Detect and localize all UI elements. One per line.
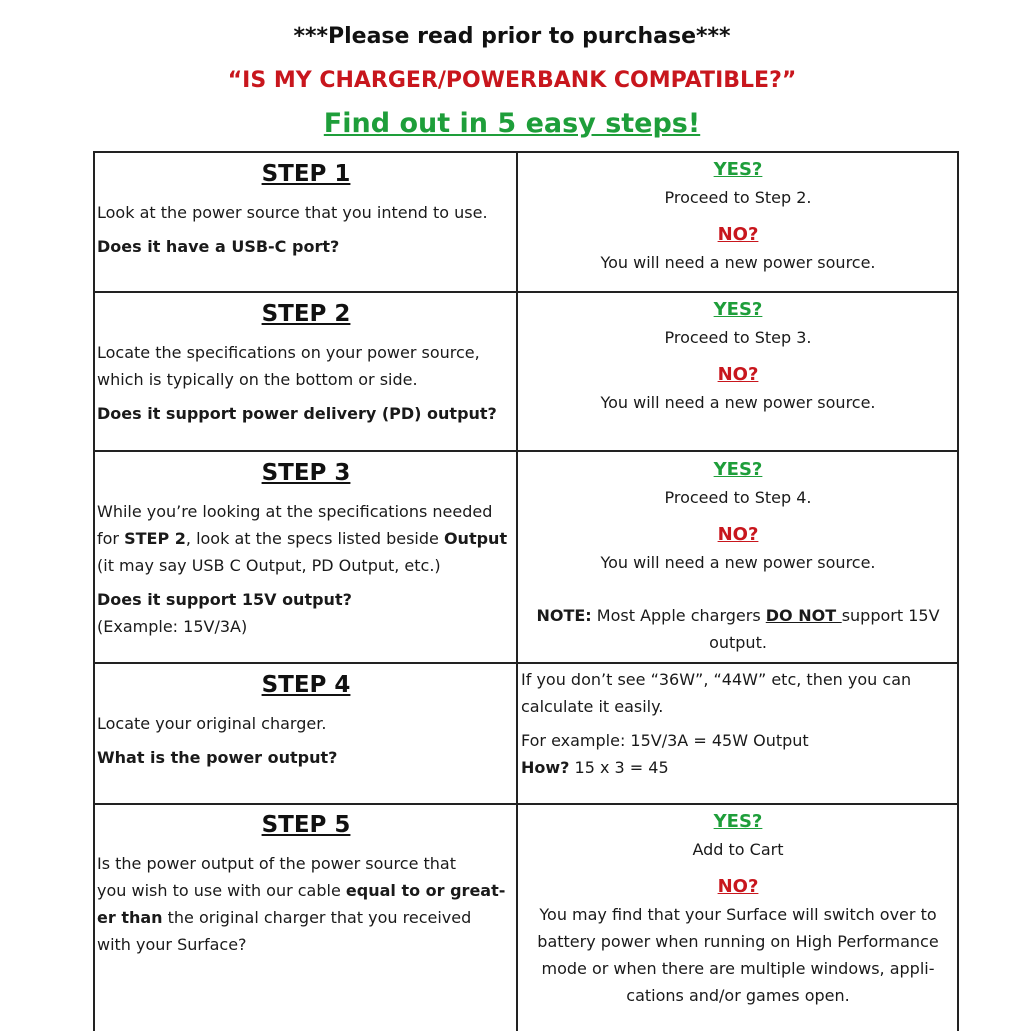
step-3-no-text: You will need a new power source. [600, 553, 876, 572]
row-divider [93, 450, 959, 452]
step-3-text-line3: (it may say USB C Output, PD Output, etc.) [97, 556, 441, 575]
step-1-yes-text: Proceed to Step 2. [664, 188, 812, 207]
step-4-title: STEP 4 [261, 672, 351, 698]
step-5-text-line3 [97, 904, 515, 931]
step-4-how-label: How? [521, 758, 570, 777]
step-3-note-c: support 15V [841, 606, 940, 625]
step-1-yes-label: YES? [713, 159, 763, 180]
step-3-output-ref: Output [443, 529, 508, 548]
step-4-question: What is the power output? [97, 748, 338, 767]
step-3-note [519, 602, 957, 629]
step-2-text-line2: which is typically on the bottom or side. [97, 370, 418, 389]
step-1-left [97, 159, 515, 260]
step-1-right [519, 156, 957, 276]
step-1-no-label: NO? [717, 224, 759, 245]
step-3-question: Does it support 15V output? [97, 590, 352, 609]
step-3-text-line1: While you’re looking at the specifications needed [97, 502, 493, 521]
step-3-note-label: NOTE: [536, 606, 592, 625]
step-4-how-text: 15 x 3 = 45 [569, 758, 669, 777]
steps-subtitle: Find out in 5 easy steps! [323, 108, 701, 139]
step-2-question: Does it support power delivery (PD) output? [97, 404, 497, 423]
step-2-no-label: NO? [717, 364, 759, 385]
step-3-example: (Example: 15V/3A) [97, 617, 248, 636]
step-5-text-line2 [97, 877, 515, 904]
step-3-yes-text: Proceed to Step 4. [664, 488, 812, 507]
purchase-notice: ***Please read prior to purchase*** [293, 24, 731, 49]
table-border-right [957, 151, 959, 1031]
step-5-text-line4: with your Surface? [97, 935, 247, 954]
step-3-left [97, 458, 515, 640]
step-4-left [97, 670, 515, 771]
step-2-left [97, 299, 515, 427]
step-5-title: STEP 5 [261, 812, 351, 838]
step-3-note-d: output. [709, 633, 767, 652]
step-5-right [519, 808, 957, 1009]
step-3-no-label: NO? [717, 524, 759, 545]
step-2-yes-text: Proceed to Step 3. [664, 328, 812, 347]
row-divider [93, 291, 959, 293]
step-2-no-text: You will need a new power source. [600, 393, 876, 412]
step-3-note-b: DO NOT [765, 606, 842, 625]
step-5-no-line2: battery power when running on High Performance [537, 932, 939, 951]
table-border-left [93, 151, 95, 1031]
step-3-yes-label: YES? [713, 459, 763, 480]
row-divider [93, 803, 959, 805]
step-3-note-a: Most Apple chargers [591, 606, 766, 625]
step-5-yes-text: Add to Cart [692, 840, 784, 859]
step-3-text-line2 [97, 525, 515, 552]
step-1-question: Does it have a USB-C port? [97, 237, 340, 256]
step-4-how [521, 754, 957, 781]
step-5-no-label: NO? [717, 876, 759, 897]
column-divider [516, 151, 518, 1031]
steps-table [93, 151, 959, 1031]
step-5-text-line2-a: you wish to use with our cable [97, 881, 346, 900]
step-3-step2-ref: STEP 2 [124, 529, 186, 548]
step-1-text: Look at the power source that you intend to use. [97, 203, 488, 222]
step-5-yes-label: YES? [713, 811, 763, 832]
step-4-right-line1: If you don’t see “36W”, “44W” etc, then you can [521, 670, 912, 689]
step-5-no-line1: You may find that your Surface will switch over to [539, 905, 937, 924]
compatibility-question: “IS MY CHARGER/POWERBANK COMPATIBLE?” [227, 68, 797, 93]
step-2-title: STEP 2 [261, 301, 351, 327]
step-2-right [519, 296, 957, 416]
step-4-right-line2: calculate it easily. [521, 697, 664, 716]
step-5-text-line3-b: the original charger that you received [162, 908, 472, 927]
step-4-right [519, 666, 957, 781]
step-1-no-text: You will need a new power source. [600, 253, 876, 272]
step-5-text-line3-a: er than [97, 908, 163, 927]
step-5-text-line1: Is the power output of the power source that [97, 854, 456, 873]
step-3-text-line2-c: , look at the specs listed beside [185, 529, 444, 548]
step-1-title: STEP 1 [261, 161, 351, 187]
row-divider [93, 662, 959, 664]
step-5-text-line2-b: equal to or great- [345, 881, 506, 900]
step-2-yes-label: YES? [713, 299, 763, 320]
step-4-text: Locate your original charger. [97, 714, 327, 733]
step-3-right [519, 456, 957, 656]
step-5-left [97, 810, 515, 958]
step-3-text-line2-a: for [97, 529, 125, 548]
step-4-example: For example: 15V/3A = 45W Output [521, 731, 809, 750]
row-divider [93, 151, 959, 153]
step-2-text-line1: Locate the specifications on your power source, [97, 343, 480, 362]
step-5-no-line4: cations and/or games open. [626, 986, 850, 1005]
step-5-no-line3: mode or when there are multiple windows, appli- [541, 959, 935, 978]
step-3-title: STEP 3 [261, 460, 351, 486]
